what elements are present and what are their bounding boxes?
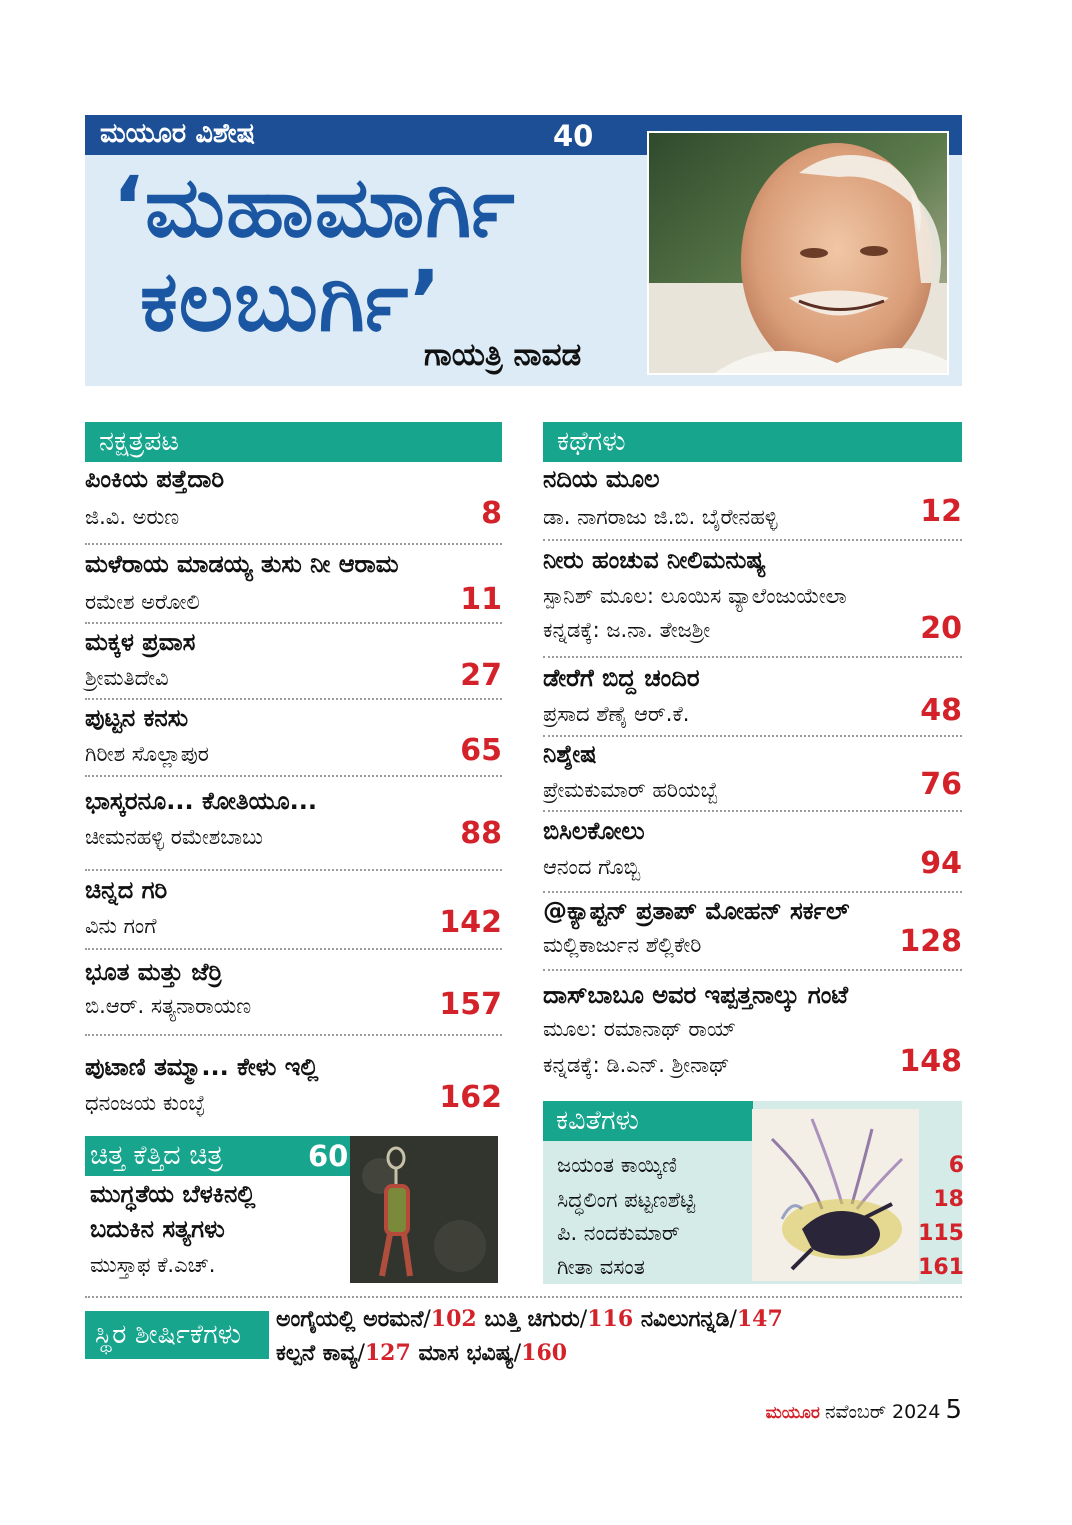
poem-page-number[interactable]: 6 (948, 1153, 964, 1178)
toc-entry[interactable] (85, 465, 502, 545)
entry-title[interactable]: ನದಿಯ ಮೂಲ (543, 465, 660, 493)
entry-author: ಆನಂದ ಗೊಬ್ಬಿ (543, 855, 641, 879)
entry-page-number[interactable]: 148 (899, 1044, 962, 1079)
chitra-title-line2[interactable]: ಬದುಕಿನ ಸತ್ಯಗಳು (90, 1215, 225, 1243)
entry-page-number[interactable]: 12 (920, 494, 962, 529)
footer-issue-date: ನವೆಂಬರ್ 2024 (824, 1401, 941, 1423)
entry-author: ಮಲ್ಲಿಕಾರ್ಜುನ ಶೆಲ್ಲಿಕೇರಿ (543, 933, 702, 957)
toc-entry[interactable] (543, 465, 962, 543)
toc-entry[interactable] (543, 817, 962, 893)
entry-translator: ಕನ್ನಡಕ್ಕೆ: ಡಿ.ಎನ್. ಶ್ರೀನಾಥ್ (543, 1053, 730, 1077)
dotted-divider (543, 810, 962, 812)
section-heading-kathegalu: ಕಥೆಗಳು (543, 422, 962, 462)
entry-page-number[interactable]: 128 (899, 924, 962, 959)
entry-author: ಬಿ.ಆರ್. ಸತ್ಯನಾರಾಯಣ (85, 994, 252, 1018)
poem-page-number[interactable]: 115 (918, 1221, 964, 1246)
poem-author[interactable]: ಗೀತಾ ವಸಂತ (557, 1255, 645, 1279)
toc-entry[interactable] (85, 550, 502, 630)
entry-author: ರಮೇಶ ಅರೋಲಿ (85, 590, 200, 614)
entry-title[interactable]: ಡೇರೆಗೆ ಬಿದ್ದ ಚಂದಿರ (543, 664, 700, 692)
entry-title[interactable]: ಬಿಸಿಲಕೋಲು (543, 817, 645, 845)
feature-page-number[interactable]: 40 (553, 119, 594, 153)
feature-author: ಗಾಯತ್ರಿ ನಾವಡ (424, 337, 582, 373)
entry-title[interactable]: ಪುಟಾಣಿ ತಮ್ಮಾ... ಕೇಳು ಇಲ್ಲಿ (85, 1053, 319, 1081)
section-heading-poems: ಕವಿತೆಗಳು (543, 1101, 753, 1141)
dotted-divider (85, 622, 502, 624)
regular-column-page[interactable]: 127 (364, 1340, 411, 1366)
footer-brand: ಮಯೂರ (765, 1403, 820, 1423)
regular-column-name[interactable]: ನವಿಲುಗನ್ನಡಿ (640, 1307, 730, 1332)
entry-title[interactable]: ಪಿಂಕಿಯ ಪತ್ತೆದಾರಿ (85, 465, 225, 493)
dotted-divider (543, 656, 962, 658)
chitra-artwork-image (350, 1136, 498, 1283)
entry-author: ವಿನು ಗಂಗೆ (85, 914, 157, 938)
entry-title[interactable]: ದಾಸ್‌ಬಾಬೂ ಅವರ ಇಪ್ಪತ್ತನಾಲ್ಕು ಗಂಟೆ (543, 981, 849, 1009)
chitra-author: ಮುಸ್ತಾಫ ಕೆ.ಎಚ್. (90, 1253, 216, 1277)
entry-title[interactable]: @ಕ್ಯಾಪ್ಟನ್ ಪ್ರತಾಪ್ ಮೋಹನ್ ಸರ್ಕಲ್ (543, 897, 850, 925)
entry-author: ಜಿ.ವಿ. ಅರುಣ (85, 505, 180, 529)
entry-page-number[interactable]: 142 (439, 905, 502, 940)
section-heading-nakshatrapata: ನಕ್ಷತ್ರಪಟ (85, 422, 502, 462)
poem-page-number[interactable]: 18 (933, 1187, 964, 1212)
dotted-divider (85, 948, 502, 950)
entry-title[interactable]: ಪುಟ್ಟನ ಕನಸು (85, 704, 189, 732)
entry-page-number[interactable]: 76 (920, 767, 962, 802)
chitra-page-number[interactable]: 60 (308, 1139, 349, 1173)
poem-author[interactable]: ಜಯಂತ ಕಾಯ್ಕಿಣಿ (557, 1153, 677, 1177)
regular-column-name[interactable]: ಅಂಗೈಯಲ್ಲಿ ಅರಮನೆ (276, 1307, 424, 1332)
dotted-divider (543, 735, 962, 737)
entry-page-number[interactable]: 27 (460, 658, 502, 693)
feature-title-line1[interactable]: ‘ಮಹಾಮಾರ್ಗಿ (112, 158, 516, 256)
poem-author[interactable]: ಸಿದ್ಧಲಿಂಗ ಪಟ್ಟಣಶೆಟ್ಟಿ (557, 1188, 696, 1212)
dotted-divider (543, 969, 962, 971)
entry-author: ಪ್ರೇಮಕುಮಾರ್ ಹರಿಯಬ್ಬೆ (543, 778, 719, 802)
regular-column-name[interactable]: ಬುತ್ತಿ ಚಿಗುರು (484, 1307, 580, 1332)
poem-page-number[interactable]: 161 (918, 1255, 964, 1280)
regular-column-name[interactable]: ಮಾಸ ಭವಿಷ್ಯ (418, 1341, 514, 1366)
toc-entry[interactable] (543, 897, 962, 973)
toc-entry[interactable] (85, 787, 502, 869)
dotted-divider (85, 1034, 502, 1036)
dotted-divider (543, 539, 962, 541)
toc-entry[interactable] (85, 958, 502, 1038)
regular-columns-line2: ಕಲ್ಪನೆ ಕಾವ್ಯ/127 ಮಾಸ ಭವಿಷ್ಯ/160 (276, 1340, 568, 1366)
dotted-divider (85, 1296, 962, 1298)
poem-author[interactable]: ಪಿ. ನಂದಕುಮಾರ್ (557, 1221, 680, 1245)
entry-author: ಧನಂಜಯ ಕುಂಬ್ಳೆ (85, 1091, 205, 1115)
dotted-divider (85, 543, 502, 545)
entry-page-number[interactable]: 48 (920, 693, 962, 728)
regular-column-page[interactable]: 116 (587, 1306, 634, 1332)
dotted-divider (85, 869, 502, 871)
entry-title[interactable]: ಚಿನ್ನದ ಗರಿ (85, 876, 168, 904)
entry-translator: ಕನ್ನಡಕ್ಕೆ: ಜ.ನಾ. ತೇಜಶ್ರೀ (543, 618, 711, 642)
entry-page-number[interactable]: 11 (460, 582, 502, 617)
entry-author: ಗಿರೀಶ ಸೊಲ್ಲಾಪುರ (85, 742, 209, 766)
entry-page-number[interactable]: 162 (439, 1080, 502, 1115)
regular-column-name[interactable]: ಕಲ್ಪನೆ ಕಾವ್ಯ (276, 1341, 358, 1366)
chitra-title-line1[interactable]: ಮುಗ್ಧತೆಯ ಬೆಳಕಿನಲ್ಲಿ (90, 1180, 256, 1208)
section-heading-regular-columns: ಸ್ಥಿರ ಶೀರ್ಷಿಕೆಗಳು (85, 1311, 269, 1359)
toc-entry[interactable] (85, 704, 502, 780)
entry-page-number[interactable]: 20 (920, 611, 962, 646)
entry-author: ಶ್ರೀಮತಿದೇವಿ (85, 666, 169, 690)
feature-title-line2[interactable]: ಕಲಬುರ್ಗಿ’ (140, 252, 443, 350)
entry-page-number[interactable]: 8 (481, 496, 502, 531)
entry-title[interactable]: ನೀರು ಹಂಚುವ ನೀಲಿಮನುಷ್ಯ (543, 546, 766, 574)
entry-title[interactable]: ನಿಶ್ಶೇಷ (543, 740, 597, 768)
entry-page-number[interactable]: 88 (460, 816, 502, 851)
entry-author: ಸ್ಪಾನಿಶ್ ಮೂಲ: ಲೂಯಿಸ ವ್ಯಾಲೆಂಜುಯೇಲಾ (543, 584, 847, 608)
toc-entry[interactable] (85, 628, 502, 700)
dotted-divider (85, 775, 502, 777)
toc-entry[interactable] (543, 664, 962, 736)
toc-entry[interactable] (85, 1053, 502, 1123)
dotted-divider (85, 698, 502, 700)
entry-page-number[interactable]: 157 (439, 987, 502, 1022)
poems-illustration-image (752, 1109, 919, 1281)
toc-entry[interactable] (543, 981, 962, 1087)
regular-column-page[interactable]: 160 (521, 1340, 568, 1366)
feature-label: ಮಯೂರ ವಿಶೇಷ (100, 118, 255, 149)
footer-page-number: 5 (945, 1395, 962, 1425)
chitra-section-label: ಚಿತ್ತ ಕೆತ್ತಿದ ಚಿತ್ರ (90, 1140, 223, 1171)
toc-entry[interactable] (85, 876, 502, 948)
entry-title[interactable]: ಮಕ್ಕಳ ಪ್ರವಾಸ (85, 628, 196, 656)
entry-author: ಚೀಮನಹಳ್ಳಿ ರಮೇಶಬಾಬು (85, 825, 263, 849)
entry-page-number[interactable]: 94 (920, 846, 962, 881)
toc-entry[interactable] (543, 546, 962, 656)
regular-column-page[interactable]: 147 (736, 1306, 783, 1332)
feature-portrait-photo (647, 131, 949, 375)
toc-entry[interactable] (543, 740, 962, 812)
page-footer (766, 1395, 962, 1425)
entry-title[interactable]: ಭೂತ ಮತ್ತು ಜೆರ್ರಿ (85, 958, 223, 986)
regular-column-page[interactable]: 102 (430, 1306, 477, 1332)
entry-author: ಮೂಲ: ರಮಾನಾಥ್ ರಾಯ್ (543, 1017, 737, 1041)
entry-author: ಪ್ರಸಾದ ಶೆಣೈ ಆರ್.ಕೆ. (543, 702, 690, 726)
entry-title[interactable]: ಮಳೆರಾಯ ಮಾಡಯ್ಯ ತುಸು ನೀ ಆರಾಮ (85, 550, 399, 578)
dotted-divider (543, 891, 962, 893)
entry-page-number[interactable]: 65 (460, 733, 502, 768)
regular-columns-line1: ಅಂಗೈಯಲ್ಲಿ ಅರಮನೆ/102 ಬುತ್ತಿ ಚಿಗುರು/116 ನವಿಲುಗನ್ನಡಿ/147 (276, 1306, 783, 1332)
entry-author: ಡಾ. ನಾಗರಾಜು ಜಿ.ಬಿ. ಬೈರೇನಹಳ್ಳಿ (543, 505, 778, 529)
entry-title[interactable]: ಭಾಸ್ಕರನೂ... ಕೋತಿಯೂ... (85, 787, 318, 815)
